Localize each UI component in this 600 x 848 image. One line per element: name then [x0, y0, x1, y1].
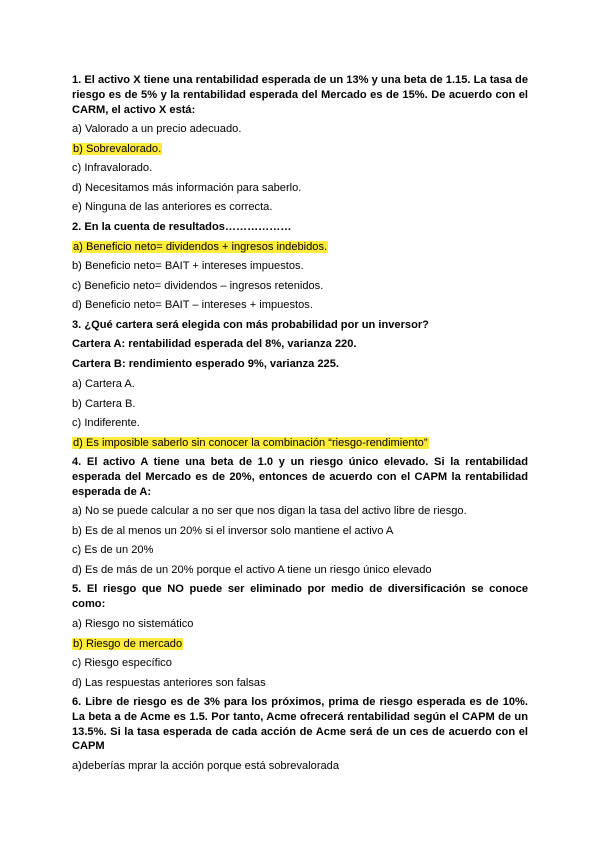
- q3-option-d: [72, 436, 528, 450]
- q1-option-d: d) Necesitamos más información para saberlo.: [72, 181, 302, 194]
- q4-option-d: d) Es de más de un 20% porque el activo A tiene un riesgo único elevado: [72, 563, 432, 576]
- highlighted-answer: a) Beneficio neto= dividendos + ingresos indebidos.: [73, 240, 328, 253]
- q5-option-b: [72, 637, 528, 651]
- q5-option-c: c) Riesgo específico: [72, 657, 172, 670]
- q2-option-b: b) Beneficio neto= BAIT + intereses impuestos.: [72, 260, 304, 273]
- highlighted-answer: b) Riesgo de mercado: [73, 637, 183, 650]
- question-3: 3. ¿Qué cartera será elegida con más probabilidad por un inversor?: [72, 318, 429, 331]
- q5-option-a: a) Riesgo no sistemático: [72, 618, 194, 631]
- question-1: 1. El activo X tiene una rentabilidad esperada de un 13% y una beta de 1.15. La tasa de riesgo es de 5% y la rentabilidad esperada del Mercado es de 15%. De acuerdo con el CARM, el activo X está:: [72, 74, 528, 116]
- question-6: 6. Libre de riesgo es de 3% para los próximos, prima de riesgo esperada es de 10%. La beta a de Acme es 1.5. Por tanto, Acme ofrecerá rentabilidad según el CAPM de un 13.5%. Si la tasa esperada de cada acción de Acme será de un ces de acuerdo con el CAPM: [72, 696, 528, 753]
- q3-option-b: b) Cartera B.: [72, 397, 136, 410]
- q3-option-c: c) Indiferente.: [72, 417, 140, 430]
- q5-option-d: d) Las respuestas anteriores son falsas: [72, 676, 266, 689]
- q1-option-b: [72, 142, 528, 156]
- q2-option-d: d) Beneficio neto= BAIT – intereses + impuestos.: [72, 299, 313, 312]
- question-4: 4. El activo A tiene una beta de 1.0 y un riesgo único elevado. Si la rentabilidad esperada del Mercado es de 20%, entonces de acuerdo con el CAPM la rentabilidad esperada de A:: [72, 456, 528, 498]
- q1-option-c: c) Infravalorado.: [72, 162, 153, 175]
- question-2: 2. En la cuenta de resultados………………: [72, 220, 292, 233]
- q4-option-c: c) Es de un 20%: [72, 544, 154, 557]
- q1-option-e: e) Ninguna de las anteriores es correcta.: [72, 201, 273, 214]
- q2-option-a: [72, 240, 528, 254]
- q6-option-a: a)deberías mprar la acción porque está sobrevalorada: [72, 760, 340, 773]
- q3-option-a: a) Cartera A.: [72, 378, 135, 391]
- highlighted-answer: d) Es imposible saberlo sin conocer la combinación “riesgo-rendimiento”: [73, 436, 428, 449]
- q4-option-a: a) No se puede calcular a no ser que nos digan la tasa del activo libre de riesgo.: [72, 505, 467, 518]
- q2-option-c: c) Beneficio neto= dividendos – ingresos retenidos.: [72, 279, 324, 292]
- exam-content: [72, 73, 528, 779]
- highlighted-answer: b) Sobrevalorado.: [73, 142, 162, 155]
- q3-cartera-b: Cartera B: rendimiento esperado 9%, varianza 225.: [72, 358, 339, 371]
- q4-option-b: b) Es de al menos un 20% si el inversor solo mantiene el activo A: [72, 524, 394, 537]
- q3-cartera-a: Cartera A: rentabilidad esperada del 8%, varianza 220.: [72, 338, 357, 351]
- question-5: 5. El riesgo que NO puede ser eliminado por medio de diversificación se conoce como:: [72, 583, 528, 611]
- q1-option-a: a) Valorado a un precio adecuado.: [72, 123, 242, 136]
